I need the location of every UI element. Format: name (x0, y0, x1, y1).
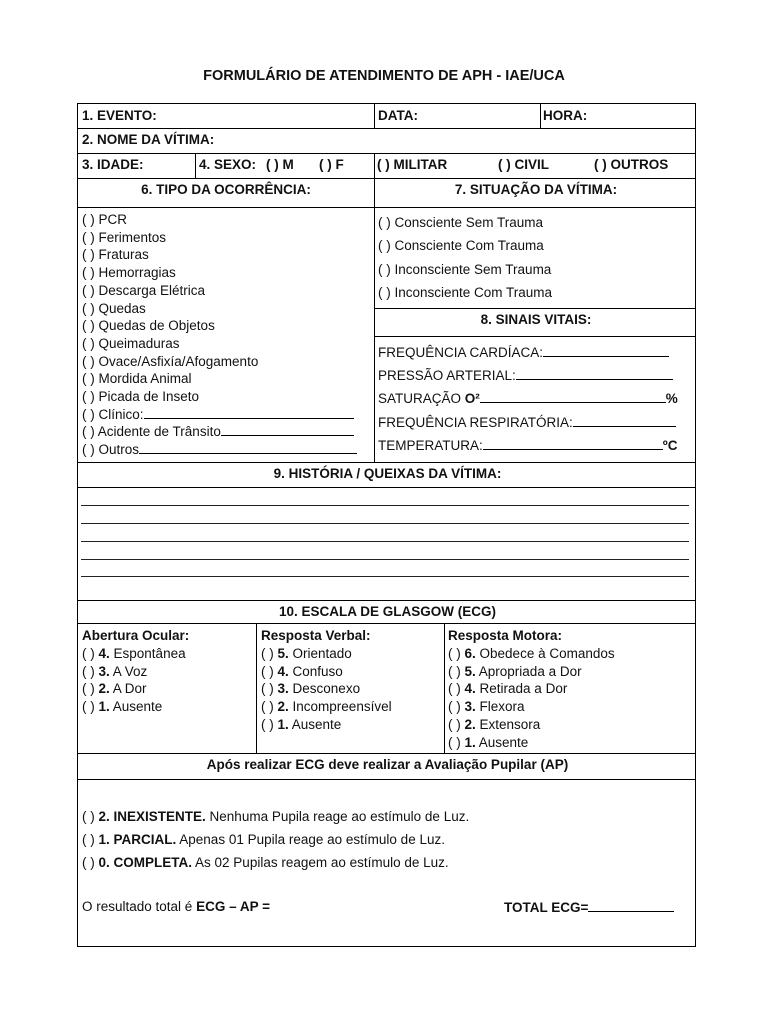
pupilar-option[interactable]: ( ) 2. INEXISTENTE. Nenhuma Pupila reage ao estímulo de Luz. (82, 809, 470, 824)
tipo-option[interactable]: ( ) Descarga Elétrica (82, 282, 206, 298)
glasgow-option[interactable]: ( ) 2. Incompreensível (261, 699, 392, 715)
divider (78, 779, 695, 780)
temperatura-field[interactable]: TEMPERATURA: ºC (378, 437, 678, 453)
divider (256, 623, 257, 753)
abertura-ocular-label: Abertura Ocular: (82, 628, 190, 643)
sexo-m-checkbox[interactable]: ( ) M (266, 157, 294, 172)
nome-label: 2. NOME DA VÍTIMA: (82, 132, 215, 147)
divider (78, 178, 695, 179)
pupilar-option[interactable]: ( ) 0. COMPLETA. As 02 Pupilas reagem ao estímulo de Luz. (82, 855, 449, 870)
glasgow-option[interactable]: ( ) 5. Orientado (261, 645, 352, 661)
avaliacao-pupilar-header: Após realizar ECG deve realizar a Avaliação Pupilar (AP) (206, 757, 569, 772)
resposta-verbal-column (261, 627, 392, 734)
situacao-option[interactable]: ( ) Consciente Sem Trauma (378, 215, 544, 230)
abertura-ocular-column (82, 627, 189, 716)
tipo-clinico-option[interactable]: ( ) Clínico: (82, 406, 357, 424)
sinais-vitais-header: 8. SINAIS VITAIS: (480, 312, 592, 327)
total-ecg-field[interactable]: TOTAL ECG= (504, 899, 674, 916)
situacao-list (378, 211, 552, 304)
divider (78, 753, 695, 754)
divider (78, 128, 695, 129)
saturacao-field[interactable]: SATURAÇÃO O² % (378, 391, 678, 407)
divider (374, 336, 695, 337)
pressao-arterial-field[interactable]: PRESSÃO ARTERIAL: (378, 364, 678, 387)
tipo-option[interactable]: ( ) Quedas (82, 300, 146, 316)
tipo-option[interactable]: ( ) Hemorragias (82, 265, 176, 281)
resposta-motora-column (448, 627, 615, 752)
divider (195, 153, 196, 178)
tipo-option[interactable]: ( ) Fraturas (82, 247, 149, 263)
idade-label: 3. IDADE: (82, 157, 144, 172)
tipo-option[interactable]: ( ) Queimaduras (82, 335, 180, 351)
write-line[interactable] (81, 559, 689, 560)
tipo-acidente-option[interactable]: ( ) Acidente de Trânsito (82, 423, 357, 441)
glasgow-option[interactable]: ( ) 3. Flexora (448, 699, 525, 715)
tipo-outros-option[interactable]: ( ) Outros (82, 441, 357, 459)
glasgow-option[interactable]: ( ) 1. Ausente (82, 699, 163, 715)
frequencia-respiratoria-field[interactable]: FREQUÊNCIA RESPIRATÓRIA: (378, 411, 678, 434)
resultado-total-text: O resultado total é ECG – AP = (82, 899, 271, 914)
write-line[interactable] (81, 576, 689, 577)
divider (78, 207, 695, 208)
sexo-label: 4. SEXO: (199, 157, 257, 172)
form-box (77, 103, 696, 947)
glasgow-option[interactable]: ( ) 4. Espontânea (82, 645, 186, 661)
tipo-option[interactable]: ( ) PCR (82, 212, 127, 227)
historia-header: 9. HISTÓRIA / QUEIXAS DA VÍTIMA: (273, 466, 502, 481)
glasgow-option[interactable]: ( ) 4. Confuso (261, 663, 343, 679)
divider (78, 623, 695, 624)
divider (374, 104, 375, 128)
write-line[interactable] (81, 541, 689, 542)
write-line[interactable] (81, 505, 689, 506)
glasgow-option[interactable]: ( ) 1. Ausente (448, 734, 529, 750)
tipo-option[interactable]: ( ) Ovace/Asfixía/Afogamento (82, 353, 259, 369)
evento-label: 1. EVENTO: (82, 108, 157, 123)
resposta-verbal-label: Resposta Verbal: (261, 628, 371, 643)
resposta-motora-label: Resposta Motora: (448, 628, 563, 643)
glasgow-option[interactable]: ( ) 3. A Voz (82, 663, 148, 679)
tipo-option[interactable]: ( ) Ferimentos (82, 229, 167, 245)
divider (78, 153, 695, 154)
form-title: FORMULÁRIO DE ATENDIMENTO DE APH - IAE/UCA (203, 68, 565, 84)
outros-checkbox[interactable]: ( ) OUTROS (594, 157, 669, 172)
divider (78, 600, 695, 601)
divider (78, 462, 695, 463)
divider (444, 623, 445, 753)
tipo-option[interactable]: ( ) Quedas de Objetos (82, 318, 215, 334)
sexo-f-checkbox[interactable]: ( ) F (319, 157, 344, 172)
glasgow-option[interactable]: ( ) 4. Retirada a Dor (448, 681, 568, 697)
situacao-option[interactable]: ( ) Consciente Com Trauma (378, 238, 544, 254)
frequencia-cardiaca-field[interactable]: FREQUÊNCIA CARDÍACA: (378, 341, 678, 364)
glasgow-option[interactable]: ( ) 2. Extensora (448, 716, 541, 732)
glasgow-option[interactable]: ( ) 5. Apropriada a Dor (448, 663, 582, 679)
divider (78, 487, 695, 488)
divider (374, 308, 695, 309)
tipo-ocorrencia-list (82, 211, 357, 459)
situacao-option[interactable]: ( ) Inconsciente Sem Trauma (378, 261, 552, 277)
pupilar-option[interactable]: ( ) 1. PARCIAL. Apenas 01 Pupila reage ao estímulo de Luz. (82, 832, 445, 847)
situacao-option[interactable]: ( ) Inconsciente Com Trauma (378, 284, 553, 300)
sinais-vitais-fields (378, 341, 678, 457)
civil-checkbox[interactable]: ( ) CIVIL (498, 157, 549, 172)
situacao-vitima-header: 7. SITUAÇÃO DA VÍTIMA: (454, 182, 618, 197)
hora-label: HORA: (543, 108, 588, 123)
glasgow-option[interactable]: ( ) 2. A Dor (82, 681, 147, 697)
glasgow-option[interactable]: ( ) 1. Ausente (261, 716, 342, 732)
write-line[interactable] (81, 523, 689, 524)
glasgow-header: 10. ESCALA DE GLASGOW (ECG) (278, 604, 496, 619)
tipo-ocorrencia-header: 6. TIPO DA OCORRÊNCIA: (141, 182, 311, 197)
data-label: DATA: (378, 108, 418, 123)
glasgow-option[interactable]: ( ) 3. Desconexo (261, 681, 361, 697)
divider (540, 104, 541, 128)
tipo-option[interactable]: ( ) Picada de Inseto (82, 389, 200, 405)
militar-checkbox[interactable]: ( ) MILITAR (377, 157, 448, 172)
tipo-option[interactable]: ( ) Mordida Animal (82, 371, 192, 387)
glasgow-option[interactable]: ( ) 6. Obedece à Comandos (448, 645, 615, 661)
pupilar-options (82, 805, 469, 874)
divider (374, 153, 375, 462)
